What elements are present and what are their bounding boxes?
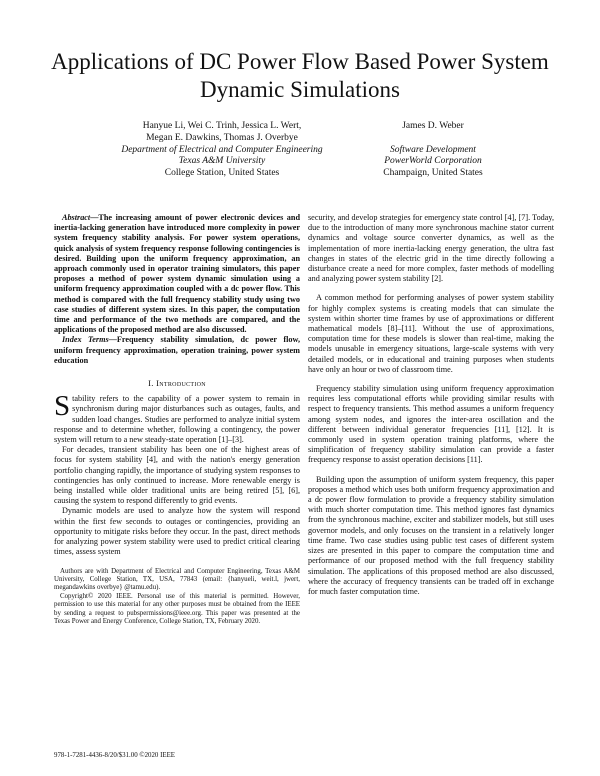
- drop-cap: S: [54, 390, 71, 423]
- right-paragraph-4: Building upon the assumption of uniform system frequency, this paper proposes a method which uses both uniform frequency approximation and a dc power flow formulation to provide a frequency stability simulation with much shorter computation time. This method ignores fast dynamics from the synchronous machine, exciter and stabilizer models, but still uses governor models, and only focuses on the transient in a relatively longer time frame. Two case studies using public test cases of different system sizes are presented in this paper to compare the computation time and performance of our proposed method with the full frequency stability simulation. The applications of this proposed method are also discussed, where the accuracy of frequency transients can be traded off in exchange for much faster computation time.: [308, 474, 554, 596]
- author-organization-right: PowerWorld Corporation: [384, 156, 482, 167]
- author-names-line1: Hanyue Li, Wei C. Trinh, Jessica L. Wert,: [142, 121, 302, 131]
- abstract-label: Abstract: [62, 213, 91, 222]
- abstract-text: —The increasing amount of power electronic devices and inertia-lacking generation have introduced more complexity in power system frequency stability analysis. For power system operations, quick analysis of system frequency response following contingencies is desired. Building upon the uniform frequency approximation, an approach commonly used in operator training simulators, this paper proposes a method of power system dynamic simulation using a uniform frequency approximation coupled with a dc power flow. This method is compared with the full frequency stability study using two case studies of different system sizes. In this paper, the computation time and performance of the two methods are compared, and the applications of the proposed method are also discussed.: [54, 213, 300, 335]
- right-paragraph-3: Frequency stability simulation using uniform frequency approximation requires less computational efforts while providing similar results with respect to frequency transients. This method assumes a uniform frequency among system nodes, and ignores the inter-area oscillation and the different between individual generator frequencies [11], [12]. It is commonly used in system operation training platforms, where the simplification of frequency stability simulation can provide a faster frequency response to assist operation decisions [11].: [308, 384, 554, 465]
- author-university: Texas A&M University: [178, 156, 266, 167]
- section-heading-introduction: [54, 378, 300, 388]
- index-terms-label: Index Terms: [62, 335, 109, 345]
- footnote-affiliation: Authors are with Department of Electrical and Computer Engineering, Texas A&M University, College Station, TX, USA, 77843 (email: {hanyueli, weit.l, jwert, megandawkins overbye} @tamu.edu).: [54, 567, 300, 592]
- author-block-left: [92, 121, 352, 180]
- right-paragraph-2: A common method for performing analyses of power system stability for highly complex systems is creating models that can simulate the system within shorter time frames by use of approximations or different mathematical models [8]–[11]. Without the use of approximations, computation time for these models is slower than real-time, making the models unusable in emergency situations, large-scale systems with very detailed models, or in educational and training purposes when students have only an hour or two of classroom time.: [308, 293, 554, 374]
- footnote: [54, 568, 300, 627]
- left-column: [54, 213, 300, 626]
- right-paragraph-1: security, and develop strategies for emergency state control [4], [7]. Today, due to the introduction of many more synchronous machine stator current dynamics and voltage source converter dynamics, as well as the implementation of more inertia-lacking energy generation, the ultra fast changes in states of the electric grid in the time directly following a disturbance create a need for more complex, faster methods of modelling and analyzing power system stability [2].: [308, 213, 554, 284]
- author-city: College Station, United States: [164, 168, 280, 179]
- author-name-right: James D. Weber: [402, 121, 464, 131]
- paper-title: Applications of DC Power Flow Based Power System Dynamic Simulations: [51, 49, 549, 102]
- author-city-right: Champaign, United States: [383, 168, 483, 179]
- author-department: Department of Electrical and Computer Engineering: [121, 144, 323, 155]
- abstract: [54, 213, 300, 335]
- right-column: [308, 213, 554, 597]
- index-terms-text: —Frequency stability simulation, dc power flow, uniform frequency approximation, operation training, power system education: [54, 335, 300, 365]
- intro-paragraph-2: For decades, transient stability has been one of the highest areas of focus for system stability [4], and with the nation's energy generation portfolio changing rapidly, the importance of studying system responses to contingencies has only continued to increase. More renewable energy is being installed while older traditional units are being retired [5], [6], causing the system to respond differently to grid events.: [54, 445, 300, 506]
- isbn-copyright-line: 978-1-7281-4436-8/20/$31.00 ©2020 IEEE: [54, 752, 176, 759]
- index-terms: [54, 335, 300, 366]
- section-number: I.: [148, 378, 157, 389]
- footnote-copyright: Copyright© 2020 IEEE. Personal use of this material is permitted. However, permission to use this material for any other purposes must be obtained from the IEEE by sending a request to pubspermissions@ieee.org. This paper was presented at the Texas Power and Energy Conference, College Station, TX, February 2020.: [54, 592, 300, 625]
- intro-paragraph-3: Dynamic models are used to analyze how the system will respond within the first few seconds to outages or contingencies, providing an opportunity to mitigate risks before they occur. In the past, direct methods for analyzing power system stability were used to predict critical clearing times, assess system: [54, 506, 300, 557]
- author-names-line2: Megan E. Dawkins, Thomas J. Overbye: [146, 132, 298, 143]
- section-title: Introduction: [156, 378, 206, 389]
- intro-paragraph-1: [54, 390, 300, 445]
- author-department-right: Software Development: [390, 144, 476, 155]
- author-block-right: [358, 121, 508, 180]
- intro-paragraph-1-text: tability refers to the capability of a power system to remain in synchronism during major disturbances such as outages, faults, and sudden load changes. Studies are performed to analyze initial system response and to determine whether, following a contingency, the power system will return to a new steady-state operation [1]–[3].: [54, 394, 300, 445]
